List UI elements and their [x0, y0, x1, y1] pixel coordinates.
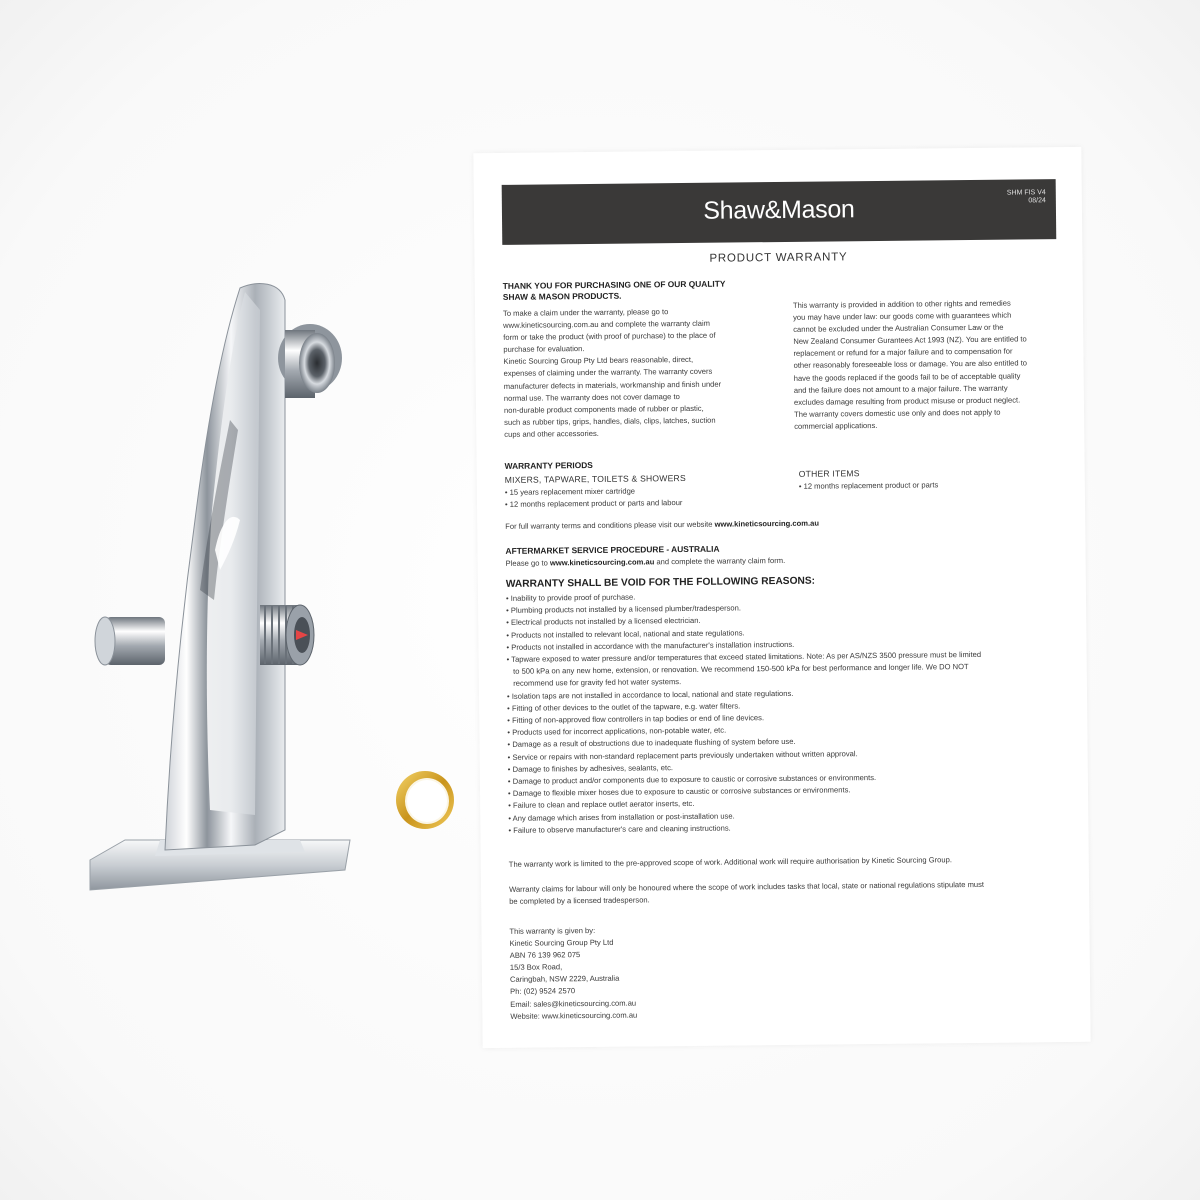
- list-item: • Tapware exposed to water pressure and/or temperatures that exceed stated limitations. Note: As per AS/NZS 3500 pressure must be limited: [506, 649, 982, 664]
- brand-logo: Shaw&Mason: [703, 195, 855, 225]
- list-item: • Failure to observe manufacturer's care and cleaning instructions.: [508, 823, 731, 835]
- void-heading: WARRANTY SHALL BE VOID FOR THE FOLLOWING REASONS:: [505, 575, 816, 590]
- list-item: • Electrical products not installed by a licensed electrician.: [506, 616, 701, 628]
- list-item: • Service or repairs with non-standard replacement parts previously undertaken without written approval.: [507, 748, 858, 762]
- list-item: • Any damage which arises from installation or post-installation use.: [508, 811, 735, 823]
- list-item: • Damage to finishes by adhesives, sealants, etc.: [507, 762, 673, 774]
- list-item: • Damage as a result of obstructions due to inadequate flushing of system before use.: [507, 737, 796, 750]
- list-item: • Products not installed to relevant local, national and state regulations.: [506, 628, 745, 640]
- aftermarket-heading: AFTERMARKET SERVICE PROCEDURE - AUSTRALIA: [505, 543, 720, 556]
- full-terms-text: For full warranty terms and conditions please visit our website www.kineticsourcing.com.au: [505, 518, 819, 531]
- list-item: • Products not installed in accordance with the manufacturer's installation instructions.: [506, 639, 795, 652]
- aftermarket-text: Please go to www.kineticsourcing.com.au and complete the warranty claim form.: [505, 555, 786, 568]
- rights-text: This warranty is provided in addition to other rights and remedies you may have under law: our goods come with guarantees which cannot be excluded under the Australian Consumer Law or the New Zealand Consumer Gurantees Act 1993 (NZ). You are entitled to replacement or refund for a major failure and to compensation for other reasonably foreseeable loss or damage. You are also entitled to have the goods replaced if the goods fail to be of acceptable quality and the failure does not amount to a major failure. The warranty excludes damage resulting from product misuse or product neglect. The warranty covers domestic use only and does not apply to commercial applications.: [792, 298, 1028, 431]
- labour-text: Warranty claims for labour will only be honoured where the scope of work includes tasks that local, state or national regulations stipulate must be completed by a licensed tradesperson.: [508, 879, 985, 906]
- list-item: • Damage to product and/or components due to exposure to caustic or corrosive substances or environments.: [507, 773, 877, 786]
- list-item: to 500 kPa on any new home, extension, or renovation. We recommend 150-500 kPa for best performance and longer life. We DO NOT: [506, 662, 969, 677]
- list-item: • Failure to clean and replace outlet aerator inserts, etc.: [508, 799, 695, 811]
- header-bar: [502, 179, 1057, 245]
- void-list: [506, 587, 1084, 837]
- other-items: • 12 months replacement product or parts: [798, 480, 939, 491]
- list-item: • Plumbing products not installed by a licensed plumber/tradesperson.: [506, 603, 741, 616]
- list-item: • Fitting of other devices to the outlet of the tapware, e.g. water filters.: [507, 701, 741, 713]
- list-item: • Inability to provide proof of purchase.: [505, 592, 636, 603]
- periods-heading: WARRANTY PERIODS: [504, 459, 593, 471]
- list-item: recommend use for gravity fed hot water systems.: [506, 677, 682, 689]
- other-heading: OTHER ITEMS: [798, 468, 860, 479]
- mixers-items: • 15 years replacement mixer cartridge • 12 months replacement product or parts and labour: [504, 486, 683, 509]
- warranty-sheet: [473, 147, 1090, 1048]
- scope-text: The warranty work is limited to the pre-approved scope of work. Additional work will require authorisation by Kinetic Sourcing Group.: [508, 855, 952, 869]
- brass-olive-ring: [393, 768, 457, 832]
- claim-text: To make a claim under the warranty, please go to www.kineticsourcing.com.au and complete the warranty claim form or take the product (with proof of purchase) to the place of purchase for evaluation. Kinetic Sourcing Group Pty Ltd bears reasonable, direct, expenses of claiming under the warranty. The warranty covers manufacturer defects in materials, workmanship and finish under normal use. The warranty does not cover damage to non-durable product components made of rubber or plastic, such as rubber tips, grips, handles, dials, clips, latches, suction cups and other accessories.: [502, 307, 722, 439]
- doc-code: SHM FIS V4 08/24: [1006, 189, 1046, 205]
- list-item: • Fitting of non-approved flow controllers in tap bodies or end of line devices.: [507, 713, 765, 725]
- website-link[interactable]: www.kineticsourcing.com.au: [714, 518, 819, 529]
- given-by-block: This warranty is given by: Kinetic Sourcing Group Pty Ltd ABN 76 139 962 075 15/3 Box Road, Caringbah, NSW 2229, Australia Ph: (02) 9524 2570 Email: sales@kineticsourcing.com.au Website: www.kineticsourcing.com.au: [509, 925, 638, 1021]
- thanks-heading: THANK YOU FOR PURCHASING ONE OF OUR QUALITY SHAW & MASON PRODUCTS.: [502, 278, 726, 302]
- doc-title: PRODUCT WARRANTY: [709, 251, 848, 265]
- mixers-heading: MIXERS, TAPWARE, TOILETS & SHOWERS: [504, 473, 686, 485]
- aftermarket-link[interactable]: www.kineticsourcing.com.au: [549, 557, 655, 568]
- list-item: • Products used for incorrect applications, non-potable water, etc.: [507, 725, 727, 738]
- chrome-faucet: [80, 270, 380, 910]
- list-item: • Damage to flexible mixer hoses due to exposure to caustic or corrosive substances or environments.: [507, 785, 851, 799]
- list-item: • Isolation taps are not installed in accordance to local, national and state regulations.: [506, 688, 794, 701]
